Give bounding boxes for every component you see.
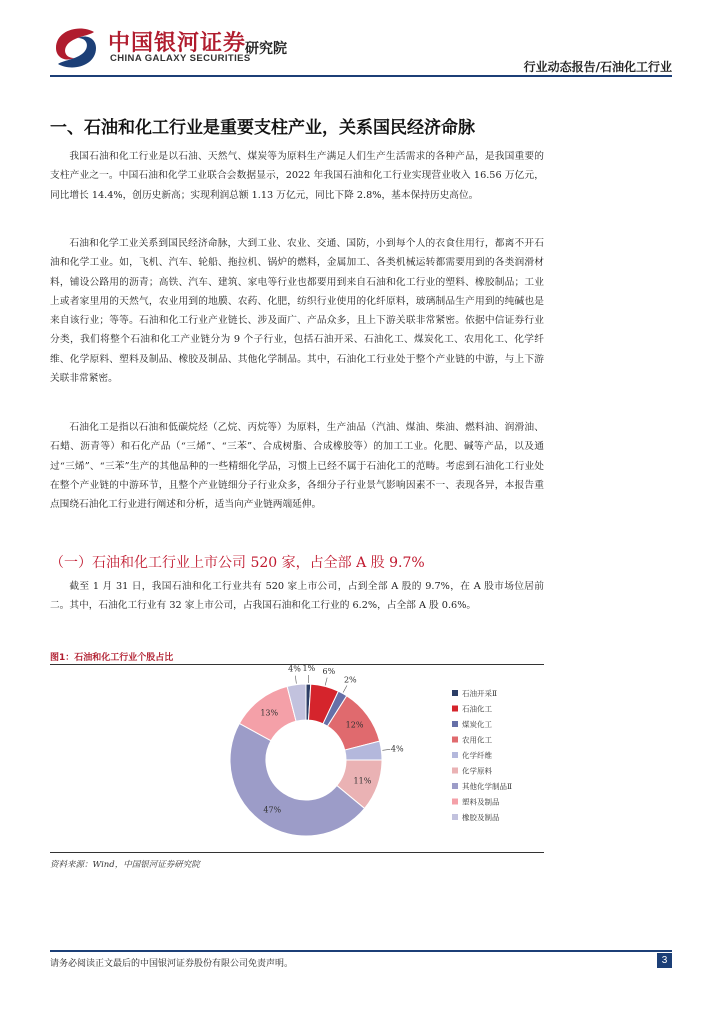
- brand-name-cn: 中国银河证券: [108, 31, 247, 56]
- legend-swatch-3: [452, 721, 458, 727]
- paragraph-3: 石油化工是指以石油和低碳烷烃（乙烷、丙烷等）为原料，生产油品（汽油、煤油、柴油、燃料油、润滑油、石蜡、沥青等）和石化产品（“三烯”、“三苯”、合成树脂、合成橡胶等）的加工工业。化肥、碱等产品，以及通过“三烯”、“三苯”生产的其他品种的一些精细化学品，习惯上已经不属于石油化工的范畴。考虑到石油化工行业处在整个产业链的中游环节，且整个产业链细分子行业众多，各细分子行业景气影响因素不一、表现各异，本报告重点围绕石油化工行业进行阐述和分析，适当向产业链两端延伸。: [50, 422, 544, 511]
- legend-swatch-8: [452, 799, 458, 805]
- paragraph-1: 我国石油和化工行业是以石油、天然气、煤炭等为原料生产满足人们生产生活需求的各种产品，是我国重要的支柱产业之一。中国石油和化学工业联合会数据显示，2022 年我国石油和化工行业实现营业收入 16.56 万亿元，同比增长 14.4%，创历史新高；实现利润总额 1.13 万亿元，同比下降 2.8%，基本保持历史高位。: [50, 151, 544, 201]
- footer-disclaimer: 请务必阅读正文最后的中国银河证券股份有限公司免责声明。: [50, 959, 294, 969]
- pie-label-6: 11%: [353, 776, 372, 786]
- legend-label-1: 石油开采Ⅱ: [462, 689, 498, 698]
- pie-label-4: 12%: [345, 720, 364, 730]
- legend-label-5: 化学纤维: [462, 751, 492, 760]
- pie-leader-line-5: [382, 749, 390, 750]
- page-header: [0, 0, 724, 80]
- pie-leader-line-3: [343, 686, 347, 693]
- subsection-title: （一）石油和化工行业上市公司 520 家，占全部 A 股 9.7%: [50, 555, 425, 571]
- report-type: 行业动态报告/石油化工行业: [523, 60, 672, 74]
- paragraph-2: 石油和化学工业关系到国民经济命脉，大到工业、农业、交通、国防，小到每个人的衣食住用行，都离不开石油和化学工业。如，飞机、汽车、轮船、拖拉机、锅炉的燃料，金属加工、各类机械运转都需要用到的各类润滑材料，铺设公路用的沥青；高铁、汽车、建筑、家电等行业也都要用到来自石油和化工行业的塑料、橡胶制品；工业上或者家里用的天然气，农业用到的地膜、农药、化肥，纺织行业使用的化纤原料，玻璃制品生产用到的纯碱也是来自该行业；等等。石油和化工行业产业链长、涉及面广、产品众多，且上下游关联非常紧密。依据中信证券行业分类，我们将整个石油和化工产业链分为 9 个子行业，包括石油开采、石油化工、煤炭化工、农用化工、化学纤维、化学原料、塑料及制品、橡胶及制品、其他化学制品。其中，石油化工行业处于整个产业链的中游，与上下游关联非常紧密。: [50, 238, 544, 385]
- legend-label-6: 化学原料: [462, 766, 492, 776]
- donut-chart: [50, 665, 544, 851]
- institute-label: 研究院: [245, 41, 287, 57]
- pie-leader-line-2: [325, 678, 327, 686]
- brand-name-en: CHINA GALAXY SECURITIES: [110, 53, 251, 64]
- legend-label-2: 石油化工: [462, 704, 492, 714]
- subsection-paragraph: 截至 1 月 31 日，我国石油和化工行业共有 520 家上市公司，占到全部 A 股的 9.7%，在 A 股市场位居前二。其中，石油化工行业有 32 家上市公司，占我国石油和化工行业的 6.2%，占全部 A 股 0.6%。: [50, 581, 544, 612]
- legend-swatch-4: [452, 737, 458, 743]
- figure-title: 图1：石油和化工行业个股占比: [50, 653, 174, 663]
- pie-label-2: 6%: [322, 666, 336, 676]
- figure-source: 资料来源：Wind，中国银河证券研究院: [50, 860, 200, 870]
- pie-label-5: 4%: [390, 744, 404, 754]
- legend-swatch-2: [452, 706, 458, 712]
- legend-swatch-5: [452, 752, 458, 758]
- legend-swatch-7: [452, 783, 458, 789]
- legend-label-7: 其他化学制品Ⅱ: [462, 782, 513, 791]
- footer-divider: [50, 950, 672, 952]
- pie-label-3: 2%: [343, 675, 357, 685]
- legend-label-3: 煤炭化工: [462, 720, 492, 729]
- pie-label-7: 47%: [263, 805, 282, 815]
- legend-swatch-1: [452, 690, 458, 696]
- legend-swatch-9: [452, 814, 458, 820]
- pie-label-8: 13%: [260, 708, 279, 718]
- pie-label-9: 4%: [288, 665, 301, 674]
- page-number: 3: [657, 953, 672, 968]
- pie-leader-line-9: [295, 676, 296, 684]
- legend-label-4: 农用化工: [462, 735, 492, 745]
- figure-bottom-rule: [50, 852, 544, 853]
- galaxy-logo-icon: [50, 22, 102, 74]
- section-title: 一、石油和化工行业是重要支柱产业，关系国民经济命脉: [50, 118, 475, 138]
- legend-label-9: 橡胶及制品: [462, 813, 500, 822]
- legend-label-8: 塑料及制品: [462, 797, 500, 807]
- header-divider: [50, 75, 672, 77]
- legend-swatch-6: [452, 768, 458, 774]
- pie-label-1: 1%: [302, 665, 316, 674]
